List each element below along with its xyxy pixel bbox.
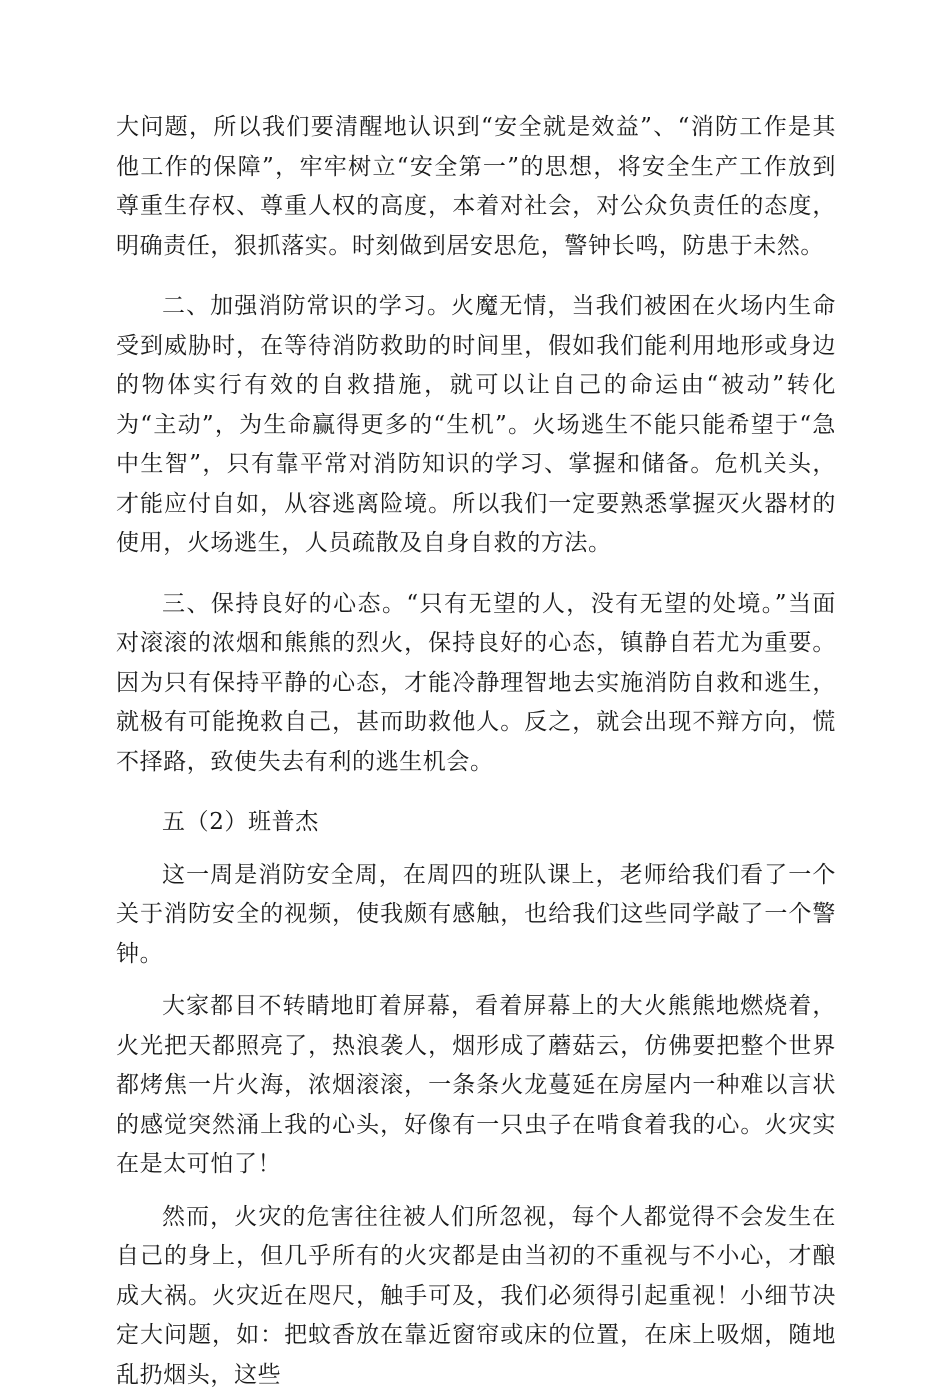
paragraph-essay-warning: 然而，火灾的危害往往被人们所忽视，每个人都觉得不会发生在自己的身上，但几乎所有的火灾都是由当初的不重视与不小心，才酿成大祸。火灾近在咫尺，触手可及，我们必须得引起重视！小细节决定大问题，如：把蚊香放在靠近窗帘或床的位置，在床上吸烟，随地乱扔烟头，这些 bbox=[116, 1198, 836, 1395]
paragraph-section-two: 二、加强消防常识的学习。火魔无情，当我们被困在火场内生命受到威胁时，在等待消防救助的时间里，假如我们能利用地形或身边的物体实行有效的自救措施，就可以让自己的命运由“被动”转化为“主动”，为生命赢得更多的“生机”。火场逃生不能只能希望于“急中生智”，只有靠平常对消防知识的学习、掌握和储备。危机关头，才能应付自如，从容逃离险境。所以我们一定要熟悉掌握灭火器材的使用，火场逃生，人员疏散及自身自救的方法。 bbox=[116, 287, 836, 564]
paragraph-essay-intro: 这一周是消防安全周，在周四的班队课上，老师给我们看了一个关于消防安全的视频，使我颇有感触，也给我们这些同学敲了一个警钟。 bbox=[116, 856, 836, 975]
paragraph-section-three: 三、保持良好的心态。“只有无望的人，没有无望的处境。”当面对滚滚的浓烟和熊熊的烈火，保持良好的心态，镇静自若尤为重要。因为只有保持平静的心态，才能冷静理智地去实施消防自救和逃生，就极有可能挽救自己，甚而助救他人。反之，就会出现不辩方向，慌不择路，致使失去有利的逃生机会。 bbox=[116, 585, 836, 783]
paragraph-continuation: 大问题，所以我们要清醒地认识到“安全就是效益”、“消防工作是其他工作的保障”，牢牢树立“安全第一”的思想，将安全生产工作放到尊重生存权、尊重人权的高度，本着对社会，对公众负责任的态度，明确责任，狠抓落实。时刻做到居安思危，警钟长鸣，防患于未然。 bbox=[116, 108, 836, 266]
paragraph-essay-video: 大家都目不转睛地盯着屏幕，看着屏幕上的大火熊熊地燃烧着，火光把天都照亮了，热浪袭人，烟形成了蘑菇云，仿佛要把整个世界都烤焦一片火海，浓烟滚滚，一条条火龙蔓延在房屋内一种难以言状的感觉突然涌上我的心头，好像有一只虫子在啃食着我的心。火灾实在是太可怕了！ bbox=[116, 987, 836, 1185]
document-body bbox=[116, 108, 836, 1395]
author-line: 五（2）班普杰 bbox=[116, 803, 836, 843]
